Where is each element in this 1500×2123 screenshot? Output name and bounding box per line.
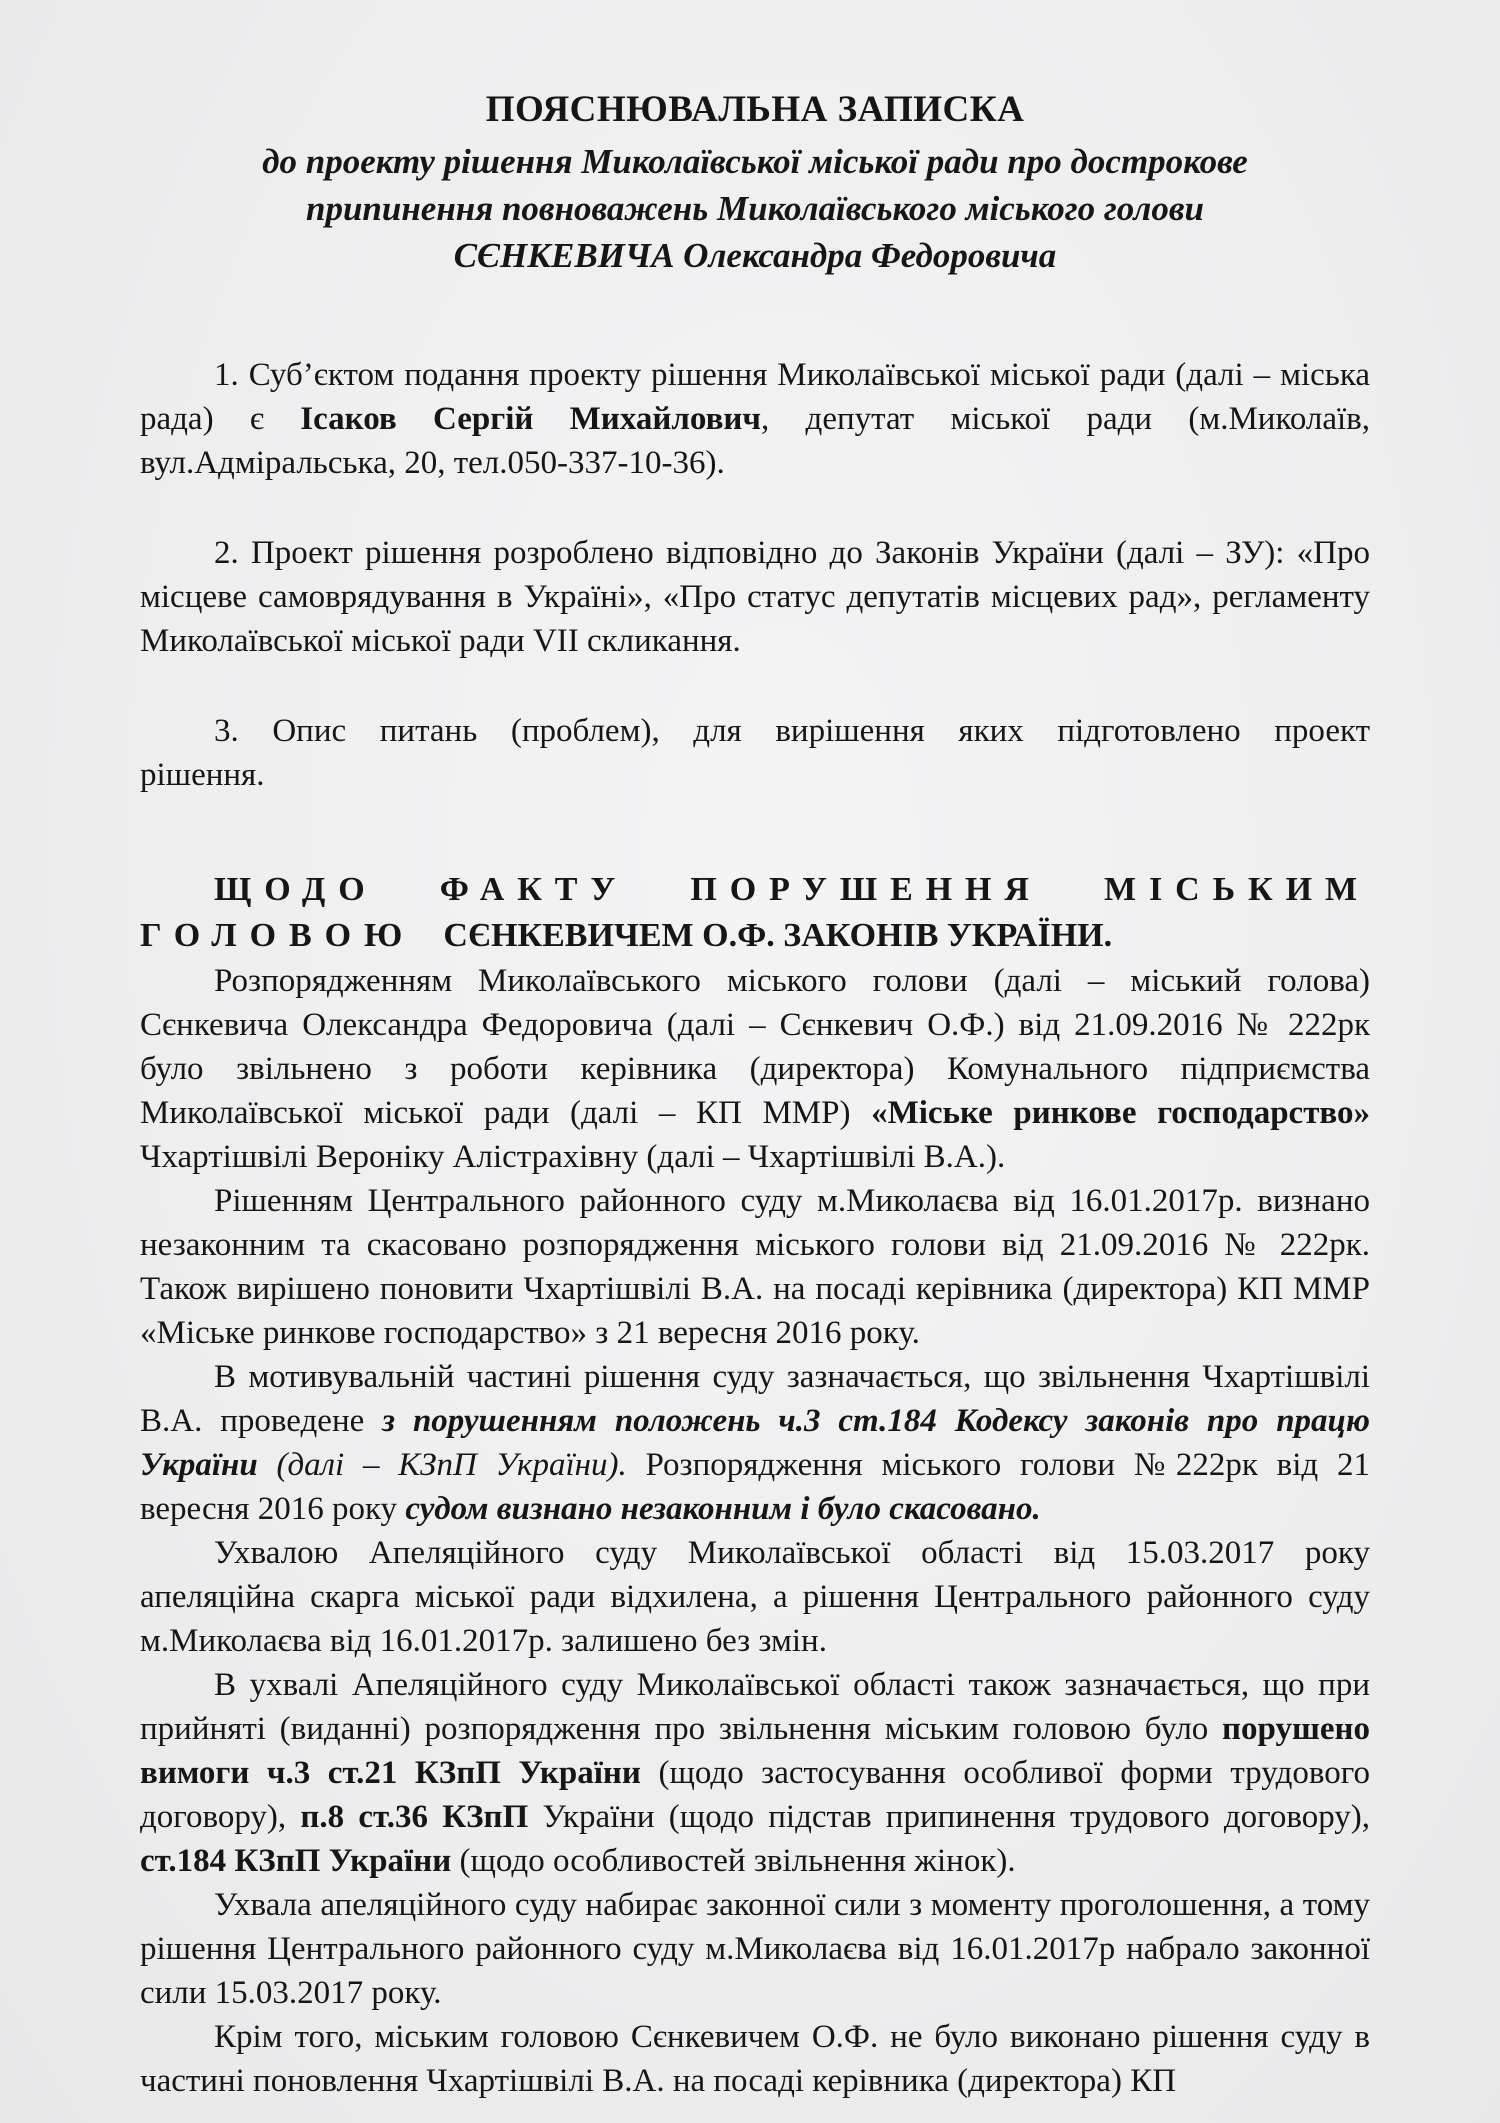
text-run-italic-kzpp-abbrev: (далі – КЗпП України). (276, 1447, 627, 1483)
paragraph-6-court-reasoning (140, 1355, 1370, 1531)
text-run: , депутат міської ради (м.Миколаїв, вул.Адміральська, 20, тел.050-337-10-36). (140, 401, 1371, 481)
text-run: В ухвалі Апеляційного суду Миколаївської області також зазначається, що при прийняті (виданні) розпорядження про звільнення міським головою було (140, 1667, 1370, 1747)
text-run-bold-deputy-name: Ісаков Сергій Михайлович (300, 401, 762, 437)
text-run-bold-italic-violation: з порушенням положень ч.3 ст.184 Кодексу законів про працю України (140, 1403, 1370, 1483)
text-run-bold-enterprise-name: «Міське ринкове господарство» (871, 1095, 1370, 1131)
document-subtitle (140, 138, 1370, 279)
text-run: Розпорядженням Миколаївського міського голови (далі – міський голова) Сєнкевича Олександра Федоровича (далі – Сєнкевич О.Ф.) від 21.09.2016 № 222рк було звільнено з роботи керівника (директора) Комунального підприємства Миколаївської міської ради (далі – КП ММР) (140, 963, 1370, 1131)
paragraph-3-description-of-issues: 3. Опис питань (проблем), для вирішення яких підготовлено проект рішення. (140, 713, 1370, 793)
heading-run: СЄНКЕВИЧЕМ О.Ф. ЗАКОНІВ УКРАЇНИ. (443, 917, 1113, 954)
text-run-bold-article-184: ст.184 КЗпП України (140, 1843, 460, 1879)
paragraph-4-dismissal-order (140, 959, 1370, 1179)
subtitle-line-3: СЄНКЕВИЧА Олександра Федоровича (453, 236, 1057, 275)
subtitle-line-1: до проекту рішення Миколаївської міської ради про дострокове (262, 142, 1248, 181)
paragraph-2-legal-basis: 2. Проект рішення розроблено відповідно до Законів України (далі – ЗУ): «Про місцеве самоврядування в Україні», «Про статус депутатів місцевих рад», регламенту Миколаївської міської ради VII скликання. (140, 535, 1370, 659)
text-run: (щодо застосування особливої форми трудового договору), (140, 1755, 1370, 1835)
text-run: Чхартішвілі Вероніку Алістрахівну (далі – Чхартішвілі В.А.). (140, 1139, 1006, 1175)
paragraph-8-violated-articles (140, 1663, 1370, 1883)
text-run: 1. Суб’єктом подання проекту рішення Миколаївської міської ради (далі – міська рада) є (140, 357, 1370, 437)
paragraph-10-non-execution: Крім того, міським головою Сєнкевичем О.Ф. не було виконано рішення суду в частині поновлення Чхартішвілі В.А. на посаді керівника (директора) КП (140, 2019, 1370, 2099)
section-heading-violation-of-laws (140, 867, 1370, 959)
text-run-bold-article-21: порушено вимоги ч.3 ст.21 КЗпП України (140, 1711, 1370, 1791)
paragraph-5-court-decision: Рішенням Центрального районного суду м.Миколаєва від 16.01.2017р. визнано незаконним та скасовано розпорядження міського голови від 21.09.2016 № 222рк. Також вирішено поновити Чхартішвілі В.А. на посаді керівника (директора) КП ММР «Міське ринкове господарство» з 21 вересня 2016 року. (140, 1183, 1370, 1351)
subtitle-line-2: припинення повноважень Миколаївського міського голови (306, 189, 1204, 228)
text-run-bold-article-36: п.8 ст.36 КЗпП (300, 1799, 529, 1835)
text-run: України (щодо підстав припинення трудового договору), (528, 1799, 1371, 1835)
heading-run-tracked: ЩОДО ФАКТУ ПОРУШЕННЯ МІСЬКИМ ГОЛОВОЮ (140, 871, 1370, 954)
paragraph-1-subject-of-submission (140, 353, 1370, 485)
paragraph-9-legal-force: Ухвала апеляційного суду набирає законної сили з моменту проголошення, а тому рішення Центрального районного суду м.Миколаєва від 16.01.2017р набрало законної сили 15.03.2017 року. (140, 1887, 1370, 2011)
text-run: (щодо особливостей звільнення жінок). (459, 1843, 1016, 1879)
text-run-bold-italic-ruling: судом визнано незаконним і було скасовано. (405, 1491, 1041, 1527)
paragraph-7-appeal-ruling: Ухвалою Апеляційного суду Миколаївської області від 15.03.2017 року апеляційна скарга міської ради відхилена, а рішення Центрального районного суду м.Миколаєва від 16.01.2017р. залишено без змін. (140, 1535, 1370, 1659)
text-run: В мотивувальній частині рішення суду зазначається, що звільнення Чхартішвілі В.А. проведене (140, 1359, 1370, 1439)
text-run: Розпорядження міського голови №222рк від 21 вересня 2016 року (140, 1447, 1370, 1527)
document-title: ПОЯСНЮВАЛЬНА ЗАПИСКА (485, 89, 1025, 130)
